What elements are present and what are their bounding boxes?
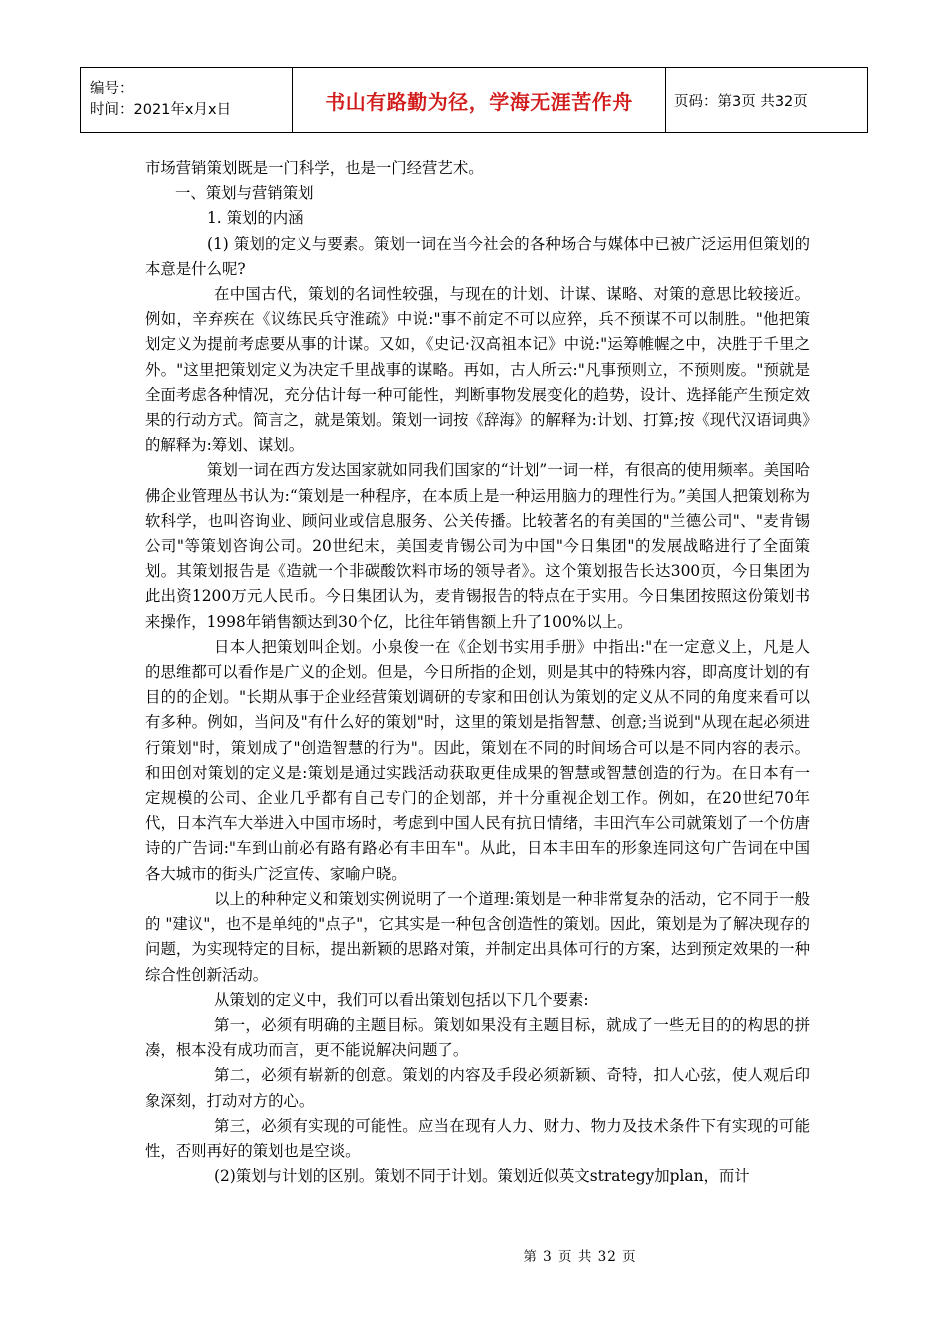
body-paragraph: 以上的种种定义和策划实例说明了一个道理:策划是一种非常复杂的活动，它不同于一般的 "建议"，也不是单纯的"点子"，它其实是一种包含创造性的策划。因此，策划是为了解决现存的问题，为实现特定的目标，提出新颖的思路对策，并制定出具体可行的方案，达到预定效果的一种综合性创新活动。 bbox=[145, 889, 810, 984]
header-page-number: 页码：第3页 共32页 bbox=[666, 68, 868, 133]
body-paragraph: 日本人把策划叫企划。小泉俊一在《企划书实用手册》中指出:"在一定意义上，凡是人的思维都可以看作是广义的企划。但是，今日所指的企划，则是其中的特殊内容，即高度计划的有目的的企划。"长期从事于企业经营策划调研的专家和田创认为策划的定义从不同的角度来看可以有多种。例如，当问及"有什么好的策划"时，这里的策划是指智慧、创意;当说到"从现在起必须进行策划"时，策划成了"创造智慧的行为"。因此，策划在不同的时间场合可以是不同内容的表示。和田创对策划的定义是:策划是通过实践活动获取更佳成果的智慧或智慧创造的行为。在日本有一定规模的公司、企业几乎都有自己专门的企划部，并十分重视企划工作。例如，在20世纪70年代，日本汽车大举进入中国市场时，考虑到中国人民有抗日情绪，丰田汽车公司就策划了一个仿唐诗的广告词:"车到山前必有路有路必有丰田车"。从此，日本丰田车的形象连同这句广告词在中国各大城市的街头广泛宣传、家喻户晓。 bbox=[145, 637, 810, 883]
header-motto: 书山有路勤为径，学海无涯苦作舟 bbox=[293, 68, 666, 133]
body-paragraph: 第三，必须有实现的可能性。应当在现有人力、财力、物力及技术条件下有实现的可能性，否则再好的策划也是空谈。 bbox=[145, 1116, 810, 1160]
section-heading: 一、策划与营销策划 bbox=[175, 184, 314, 203]
body-paragraph: 在中国古代，策划的名词性较强，与现在的计划、计谋、谋略、对策的意思比较接近。例如，辛弃疾在《议练民兵守淮疏》中说:"事不前定不可以应猝，兵不预谋不可以制胜。"他把策划定义为提前考虑要从事的计谋。又如，《史记·汉高祖本记》中说:"运筹帷幄之中，决胜于千里之外。"这里把策划定义为决定千里战事的谋略。再如，古人所云:"凡事预则立，不预则废。"预就是全面考虑各种情况，充分估计每一种可能性，判断事物发展变化的趋势，设计、选择能产生预定效果的行动方式。简言之，就是策划。策划一词按《辞海》的解释为:计划、打算;按《现代汉语词典》的解释为:筹划、谋划。 bbox=[145, 285, 810, 455]
body-paragraph: (1) 策划的定义与要素。策划一词在当今社会的各种场合与媒体中已被广泛运用但策划的本意是什么呢? bbox=[145, 234, 810, 278]
document-time-label: 时间：2021年x月x日 bbox=[90, 102, 232, 118]
footer-page-number: 第 3 页 共 32 页 bbox=[523, 1249, 637, 1265]
header-info-cell bbox=[81, 68, 293, 133]
document-header bbox=[80, 67, 868, 133]
body-paragraph: 第一，必须有明确的主题目标。策划如果没有主题目标，就成了一些无目的的构思的拼凑，根本没有成功而言，更不能说解决问题了。 bbox=[145, 1015, 810, 1060]
body-paragraph: 第二，必须有崭新的创意。策划的内容及手段必须新颖、奇特，扣人心弦，使人观后印象深刻，打动对方的心。 bbox=[145, 1066, 810, 1110]
body-paragraph: (2)策划与计划的区别。策划不同于计划。策划近似英文strategy加plan，而计 bbox=[214, 1167, 750, 1186]
body-paragraph: 市场营销策划既是一门科学，也是一门经营艺术。 bbox=[145, 159, 484, 177]
subsection-heading: 1. 策划的内涵 bbox=[207, 209, 304, 228]
document-body bbox=[145, 156, 810, 1189]
body-paragraph: 策划一词在西方发达国家就如同我们国家的“计划”一词一样，有很高的使用频率。美国哈佛企业管理丛书认为:“策划是一种程序，在本质上是一种运用脑力的理性行为。”美国人把策划称为软科学，也叫咨询业、顾问业或信息服务、公关传播。比较著名的有美国的"兰德公司"、"麦肯锡公司"等策划咨询公司。20世纪末，美国麦肯锡公司为中国"今日集团"的发展战略进行了全面策划。其策划报告是《造就一个非碳酸饮料市场的领导者》。这个策划报告长达300页，今日集团为此出资1200万元人民币。今日集团认为，麦肯锡报告的特点在于实用。今日集团按照这份策划书来操作，1998年销售额达到30个亿，比往年销售额上升了100%以上。 bbox=[145, 461, 810, 631]
page-footer bbox=[0, 1245, 950, 1265]
document-number-label: 编号： bbox=[90, 81, 134, 97]
body-paragraph: 从策划的定义中，我们可以看出策划包括以下几个要素: bbox=[214, 990, 589, 1009]
